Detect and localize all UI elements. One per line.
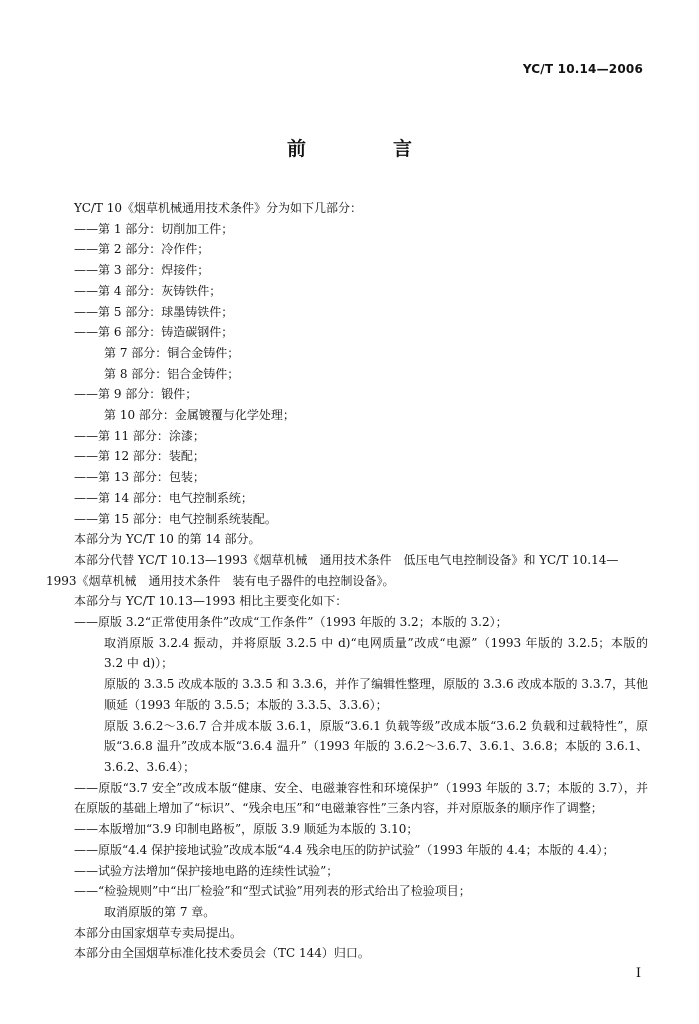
change-item: ——“检验规则”中“出厂检验”和“型式试验”用列表的形式给出了检验项目；	[74, 884, 471, 899]
part-item: ——第 14 部分：电气控制系统；	[74, 490, 253, 505]
change-subitem: 原版的 3.3.5 改成本版的 3.3.5 和 3.3.6，并作了编辑性整理，原版的 3.3.6 改成本版的 3.3.7，其他顺延（1993 年版的 3.5.5；本版的 3.3.5、3.3.6）；	[104, 677, 648, 712]
change-item: ——试验方法增加“保护接地电路的连续性试验”；	[74, 863, 339, 878]
part-item: 第 7 部分：铜合金铸件；	[104, 345, 240, 360]
change-item: ——本版增加“3.9 印制电路板”，原版 3.9 顺延为本版的 3.10；	[74, 822, 419, 837]
parts-intro: YC/T 10《烟草机械通用技术条件》分为如下几部分：	[74, 201, 363, 215]
part-item: ——第 12 部分：装配；	[74, 449, 205, 464]
page-number: I	[635, 966, 641, 981]
part-item: ——第 9 部分：锻件；	[74, 387, 198, 402]
part-item: ——第 1 部分：切削加工件；	[74, 221, 234, 236]
part-item: ——第 3 部分：焊接件；	[74, 263, 210, 278]
part-item: ——第 11 部分：涂漆；	[74, 428, 205, 443]
change-item: ——原版“3.7 安全”改成本版“健康、安全、电磁兼容性和环境保护”（1993 年版的 3.7；本版的 3.7），并在原版的基础上增加了“标识”、“残余电压”和“电磁兼容性”三条内容，并对原版条的顺序作了调整；	[74, 780, 648, 816]
replaces-statement: 本部分代替 YC/T 10.13—1993《烟草机械 通用技术条件 低压电气电控制设备》和 YC/T 10.14—	[74, 552, 619, 567]
page-title: 前 言	[286, 138, 446, 160]
part-item: ——第 15 部分：电气控制系统装配。	[74, 511, 277, 526]
change-item: ——原版“4.4 保护接地试验”改成本版“4.4 残余电压的防护试验”（1993 年版的 4.4；本版的 4.4）；	[74, 842, 615, 857]
change-subitem: 取消原版 3.2.4 振动，并将原版 3.2.5 中 d)“电网质量”改成“电源”（1993 年版的 3.2.5；本版的 3.2 中 d)）；	[104, 635, 648, 671]
managed-by: 本部分由全国烟草标准化技术委员会（TC 144）归口。	[74, 946, 370, 961]
foreword-body	[46, 198, 648, 964]
change-subitem: 原版 3.6.2～3.6.7 合并成本版 3.6.1，原版“3.6.1 负载等级”改成本版“3.6.2 负载和过载特性”，原版“3.6.8 温升”改成本版“3.6.4 温升”（1993 年版的 3.6.2～3.6.7、3.6.1、3.6.8；本版的 3.6.1、3.6.2、3.6.4）；	[104, 718, 648, 774]
change-subitem: 取消原版的第 7 章。	[104, 904, 216, 919]
this-part-statement: 本部分为 YC/T 10 的第 14 部分。	[74, 532, 261, 547]
part-item: ——第 5 部分：球墨铸铁件；	[74, 304, 234, 319]
part-item: 第 8 部分：铝合金铸件；	[104, 366, 240, 381]
standard-code: YC/T 10.14—2006	[522, 62, 643, 76]
proposed-by: 本部分由国家烟草专卖局提出。	[74, 925, 243, 940]
changes-intro: 本部分与 YC/T 10.13—1993 相比主要变化如下：	[74, 594, 348, 609]
part-item: 第 10 部分：金属镀覆与化学处理；	[104, 408, 295, 423]
part-item: ——第 4 部分：灰铸铁件；	[74, 283, 222, 298]
part-item: ——第 6 部分：铸造碳钢件；	[74, 325, 234, 340]
part-item: ——第 2 部分：冷作件；	[74, 242, 210, 257]
replaces-statement-cont: 1993《烟草机械 通用技术条件 装有电子器件的电控制设备》。	[46, 573, 395, 588]
change-item: ——原版 3.2“正常使用条件”改成“工作条件”（1993 年版的 3.2；本版的 3.2）；	[74, 615, 508, 630]
part-item: ——第 13 部分：包装；	[74, 470, 205, 485]
